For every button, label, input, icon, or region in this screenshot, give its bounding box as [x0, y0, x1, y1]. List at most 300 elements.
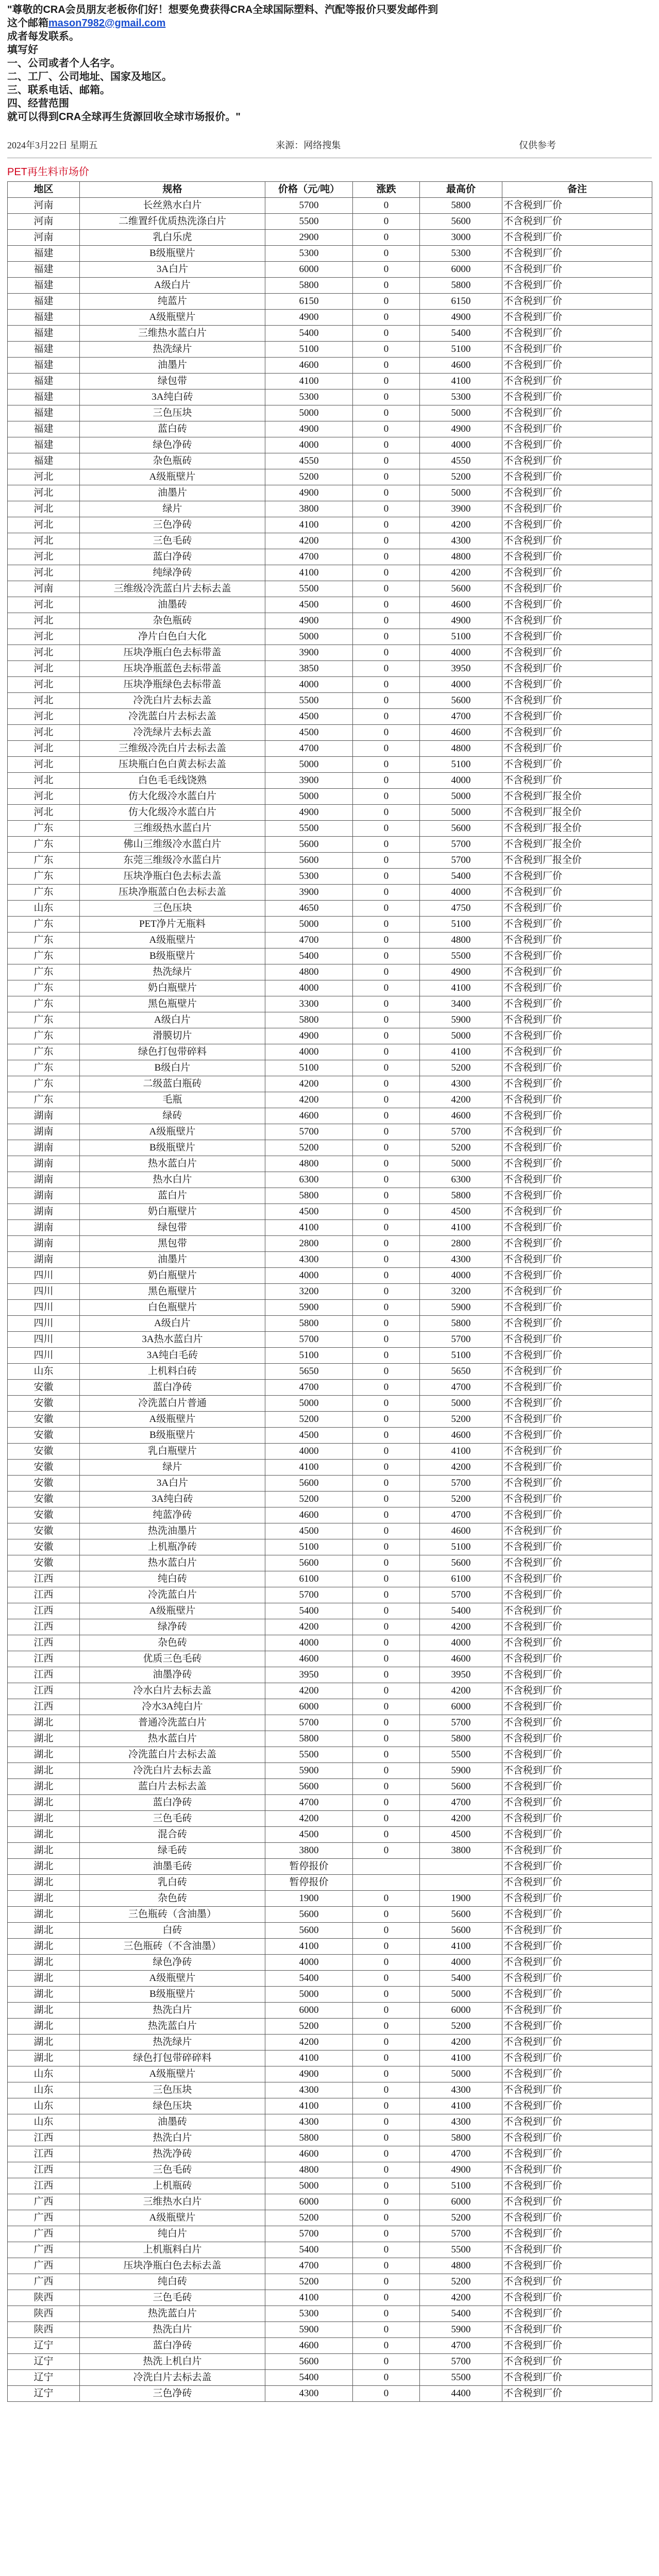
table-row	[8, 1939, 652, 1955]
table-row	[8, 1252, 652, 1268]
cell-region: 广西	[8, 2258, 80, 2274]
cell-high: 5200	[420, 2274, 502, 2290]
cell-spec: 三维级冷洗白片去标去盖	[80, 741, 265, 757]
cell-change: 0	[353, 2178, 420, 2194]
cell-change: 0	[353, 2082, 420, 2098]
cell-note: 不含税到厂价	[502, 1635, 652, 1651]
cell-spec: 佛山三维级冷水蓝白片	[80, 837, 265, 853]
cell-spec: 黑色瓶壁片	[80, 1284, 265, 1300]
cell-change: 0	[353, 1300, 420, 1316]
cell-change: 0	[353, 709, 420, 725]
cell-note: 不含税到厂价	[502, 773, 652, 789]
cell-region: 广东	[8, 948, 80, 964]
cell-spec: 白色毛毛线饶熟	[80, 773, 265, 789]
cell-region: 河北	[8, 485, 80, 501]
table-row	[8, 2274, 652, 2290]
cell-price: 4300	[265, 1252, 353, 1268]
cell-change: 0	[353, 485, 420, 501]
cell-high: 5800	[420, 1731, 502, 1747]
intro-line: 二、工厂、公司地址、国家及地区。	[7, 71, 172, 82]
cell-change: 0	[353, 693, 420, 709]
table-row	[8, 2354, 652, 2370]
cell-change: 0	[353, 1476, 420, 1492]
cell-change: 0	[353, 1444, 420, 1460]
table-row	[8, 1428, 652, 1444]
cell-price: 5100	[265, 1539, 353, 1555]
cell-spec: 热洗绿片	[80, 2035, 265, 2050]
cell-spec: 毛瓶	[80, 1092, 265, 1108]
table-row	[8, 1635, 652, 1651]
table-row	[8, 1396, 652, 1412]
cell-change: 0	[353, 1156, 420, 1172]
cell-spec: 绿片	[80, 1460, 265, 1476]
cell-change: 0	[353, 1779, 420, 1795]
table-row	[8, 2194, 652, 2210]
cell-note: 不含税到厂价	[502, 1827, 652, 1843]
cell-change: 0	[353, 469, 420, 485]
cell-region: 湖南	[8, 1236, 80, 1252]
cell-spec: 三维级冷洗蓝白片去标去盖	[80, 581, 265, 597]
cell-note: 不含税到厂价	[502, 1364, 652, 1380]
cell-note: 不含税到厂价	[502, 757, 652, 773]
cell-high: 5100	[420, 629, 502, 645]
cell-price: 5600	[265, 837, 353, 853]
cell-high: 4750	[420, 901, 502, 917]
cell-region: 广东	[8, 1028, 80, 1044]
cell-price: 4200	[265, 1092, 353, 1108]
table-row	[8, 917, 652, 933]
cell-spec: 净片白色白大化	[80, 629, 265, 645]
cell-high: 4100	[420, 1220, 502, 1236]
cell-high: 5900	[420, 1763, 502, 1779]
intro-line: 就可以得到CRA全球再生货源回收全球市场报价。"	[7, 111, 241, 123]
cell-region: 安徽	[8, 1412, 80, 1428]
cell-note: 不含税到厂价	[502, 469, 652, 485]
cell-note: 不含税到厂价	[502, 1651, 652, 1667]
cell-change: 0	[353, 964, 420, 980]
cell-note: 不含税到厂价	[502, 1939, 652, 1955]
table-row	[8, 1779, 652, 1795]
cell-region: 安徽	[8, 1428, 80, 1444]
cell-note: 不含税到厂价	[502, 421, 652, 437]
cell-high: 4800	[420, 933, 502, 948]
cell-spec: 冷洗白片去标去盖	[80, 2370, 265, 2386]
cell-region: 广西	[8, 2242, 80, 2258]
cell-note: 不含税到厂价	[502, 358, 652, 374]
cell-change: 0	[353, 2114, 420, 2130]
cell-note: 不含税到厂价	[502, 1108, 652, 1124]
cell-price: 5800	[265, 1731, 353, 1747]
cell-spec: B级白片	[80, 1060, 265, 1076]
table-row	[8, 885, 652, 901]
cell-high: 4000	[420, 773, 502, 789]
cell-price: 4900	[265, 310, 353, 326]
cell-high: 4300	[420, 1252, 502, 1268]
cell-high: 5600	[420, 1907, 502, 1923]
cell-change: 0	[353, 2226, 420, 2242]
cell-spec: 热洗上机白片	[80, 2354, 265, 2370]
cell-note: 不含税到厂报全价	[502, 821, 652, 837]
cell-change: 0	[353, 1891, 420, 1907]
table-row	[8, 1236, 652, 1252]
cell-price: 5300	[265, 869, 353, 885]
table-row	[8, 1204, 652, 1220]
cell-high: 5700	[420, 1587, 502, 1603]
table-row	[8, 1619, 652, 1635]
cell-price: 4000	[265, 1635, 353, 1651]
cell-price: 4200	[265, 1076, 353, 1092]
cell-high: 4400	[420, 2386, 502, 2402]
cell-spec: A级瓶壁片	[80, 310, 265, 326]
cell-price: 4500	[265, 725, 353, 741]
cell-high: 5700	[420, 1124, 502, 1140]
cell-spec: 长丝熟水白片	[80, 198, 265, 214]
cell-note: 不含税到厂价	[502, 2178, 652, 2194]
cell-change: 0	[353, 2306, 420, 2322]
cell-price: 5700	[265, 1715, 353, 1731]
cell-note: 不含税到厂价	[502, 246, 652, 262]
cell-high: 4300	[420, 1076, 502, 1092]
cell-region: 江西	[8, 1635, 80, 1651]
cell-region: 福建	[8, 358, 80, 374]
cell-spec: 绿色打包带碎料	[80, 1044, 265, 1060]
cell-region: 四川	[8, 1332, 80, 1348]
cell-price: 4600	[265, 2146, 353, 2162]
cell-note: 不含税到厂价	[502, 933, 652, 948]
cell-change: 0	[353, 581, 420, 597]
cell-region: 湖北	[8, 1939, 80, 1955]
cell-change: 0	[353, 453, 420, 469]
cell-high: 5100	[420, 917, 502, 933]
cell-spec: A级瓶壁片	[80, 2210, 265, 2226]
cell-price: 5800	[265, 278, 353, 294]
cell-high: 5100	[420, 1348, 502, 1364]
cell-price: 4900	[265, 2066, 353, 2082]
cell-change: 0	[353, 645, 420, 661]
cell-region: 湖北	[8, 1779, 80, 1795]
table-row	[8, 1156, 652, 1172]
cell-high: 5000	[420, 485, 502, 501]
cell-high: 4100	[420, 2050, 502, 2066]
cell-note: 不含税到厂价	[502, 1763, 652, 1779]
cell-spec: 二维置纤优质热洗涤白片	[80, 214, 265, 230]
cell-price: 4800	[265, 964, 353, 980]
cell-high: 5600	[420, 821, 502, 837]
cell-high: 4200	[420, 565, 502, 581]
cell-change: 0	[353, 1124, 420, 1140]
cell-note: 不含税到厂价	[502, 533, 652, 549]
cell-price: 4100	[265, 374, 353, 389]
cell-change: 0	[353, 741, 420, 757]
cell-high: 4600	[420, 358, 502, 374]
table-row	[8, 853, 652, 869]
table-row	[8, 1140, 652, 1156]
cell-note: 不含税到厂价	[502, 629, 652, 645]
cell-price: 5800	[265, 1012, 353, 1028]
cell-region: 江西	[8, 1651, 80, 1667]
table-row	[8, 2146, 652, 2162]
cell-change: 0	[353, 1188, 420, 1204]
cell-price: 4500	[265, 1204, 353, 1220]
cell-price: 5900	[265, 2322, 353, 2338]
cell-region: 河北	[8, 805, 80, 821]
table-row	[8, 1316, 652, 1332]
cell-spec: 混合砖	[80, 1827, 265, 1843]
cell-note: 不含税到厂价	[502, 996, 652, 1012]
cell-change: 0	[353, 405, 420, 421]
cell-note: 不含税到厂价	[502, 1667, 652, 1683]
table-row	[8, 1523, 652, 1539]
cell-region: 安徽	[8, 1444, 80, 1460]
cell-high: 4500	[420, 1204, 502, 1220]
cell-high: 5000	[420, 1987, 502, 2003]
cell-region: 陕西	[8, 2322, 80, 2338]
table-row	[8, 533, 652, 549]
cell-change: 0	[353, 1539, 420, 1555]
cell-price: 3900	[265, 773, 353, 789]
cell-high: 4900	[420, 2162, 502, 2178]
cell-price: 5500	[265, 214, 353, 230]
cell-price: 5000	[265, 789, 353, 805]
cell-region: 湖北	[8, 2035, 80, 2050]
cell-change: 0	[353, 1412, 420, 1428]
cell-spec: 乳白乐虎	[80, 230, 265, 246]
cell-price: 4100	[265, 1460, 353, 1476]
table-row	[8, 2114, 652, 2130]
cell-region: 广东	[8, 933, 80, 948]
table-row	[8, 214, 652, 230]
cell-change: 0	[353, 837, 420, 853]
table-row	[8, 581, 652, 597]
cell-note: 不含税到厂价	[502, 581, 652, 597]
cell-high: 5700	[420, 1715, 502, 1731]
cell-note: 不含税到厂报全价	[502, 789, 652, 805]
cell-high: 4200	[420, 2290, 502, 2306]
cell-region: 安徽	[8, 1507, 80, 1523]
cell-note: 不含税到厂价	[502, 2066, 652, 2082]
cell-high: 5900	[420, 1012, 502, 1028]
cell-region: 河北	[8, 549, 80, 565]
cell-note: 不含税到厂价	[502, 1492, 652, 1507]
cell-note: 不含税到厂价	[502, 1603, 652, 1619]
cell-price: 4000	[265, 1444, 353, 1460]
cell-region: 湖北	[8, 1811, 80, 1827]
cell-note: 不含税到厂价	[502, 1587, 652, 1603]
cell-price: 5300	[265, 2306, 353, 2322]
cell-note: 不含税到厂价	[502, 2130, 652, 2146]
cell-note: 不含税到厂价	[502, 1428, 652, 1444]
cell-spec: 纯白片	[80, 2226, 265, 2242]
cell-region: 广东	[8, 821, 80, 837]
cell-price: 5100	[265, 342, 353, 358]
cell-spec: 冷洗蓝白片去标去盖	[80, 1747, 265, 1763]
cell-change: 0	[353, 2354, 420, 2370]
table-row	[8, 469, 652, 485]
cell-spec: 热洗蓝白片	[80, 2306, 265, 2322]
cell-note: 不含税到厂价	[502, 2274, 652, 2290]
table-row	[8, 1923, 652, 1939]
cell-note: 不含税到厂价	[502, 1571, 652, 1587]
cell-spec: 冷洗白片去标去盖	[80, 693, 265, 709]
table-row	[8, 2322, 652, 2338]
cell-price: 4650	[265, 901, 353, 917]
table-row	[8, 1827, 652, 1843]
cell-spec: 油墨砖	[80, 2114, 265, 2130]
cell-price: 5600	[265, 1555, 353, 1571]
table-row	[8, 1667, 652, 1683]
cell-spec: 黑包带	[80, 1236, 265, 1252]
cell-change: 0	[353, 1204, 420, 1220]
cell-region: 广东	[8, 885, 80, 901]
cell-region: 安徽	[8, 1460, 80, 1476]
table-row	[8, 1907, 652, 1923]
table-row	[8, 1012, 652, 1028]
cell-price: 4600	[265, 1108, 353, 1124]
cell-high: 3900	[420, 501, 502, 517]
cell-price: 4800	[265, 1156, 353, 1172]
cell-change: 0	[353, 198, 420, 214]
cell-region: 福建	[8, 310, 80, 326]
cell-high: 4600	[420, 1523, 502, 1539]
cell-high: 4600	[420, 597, 502, 613]
cell-spec: 3A白片	[80, 262, 265, 278]
table-row	[8, 2258, 652, 2274]
cell-high: 5800	[420, 278, 502, 294]
cell-change: 0	[353, 278, 420, 294]
cell-spec: 绿包带	[80, 1220, 265, 1236]
cell-region: 河北	[8, 709, 80, 725]
cell-price: 5600	[265, 1779, 353, 1795]
cell-change: 0	[353, 2066, 420, 2082]
cell-note: 不含税到厂价	[502, 2258, 652, 2274]
cell-price: 5700	[265, 2226, 353, 2242]
cell-change: 0	[353, 1699, 420, 1715]
table-row	[8, 1859, 652, 1875]
cell-note: 不含税到厂价	[502, 1859, 652, 1875]
cell-spec: A级白片	[80, 278, 265, 294]
cell-region: 辽宁	[8, 2386, 80, 2402]
table-row	[8, 1763, 652, 1779]
header-high: 最高价	[420, 182, 502, 198]
cell-note: 不含税到厂价	[502, 1923, 652, 1939]
cell-note: 不含税到厂价	[502, 1236, 652, 1252]
cell-price: 5000	[265, 1396, 353, 1412]
table-row	[8, 246, 652, 262]
cell-change: 0	[353, 1731, 420, 1747]
cell-spec: 绿毛砖	[80, 1843, 265, 1859]
cell-spec: 热水蓝白片	[80, 1555, 265, 1571]
cell-note: 不含税到厂价	[502, 1076, 652, 1092]
cell-spec: 冷洗蓝白片普通	[80, 1396, 265, 1412]
cell-price: 4900	[265, 421, 353, 437]
cell-high: 4200	[420, 1811, 502, 1827]
cell-region: 安徽	[8, 1492, 80, 1507]
cell-note: 不含税到厂价	[502, 1012, 652, 1028]
cell-region: 河北	[8, 661, 80, 677]
cell-change: 0	[353, 1492, 420, 1507]
cell-high: 5200	[420, 1412, 502, 1428]
cell-note: 不含税到厂价	[502, 741, 652, 757]
cell-region: 湖北	[8, 1859, 80, 1875]
table-row	[8, 262, 652, 278]
cell-region: 江西	[8, 2130, 80, 2146]
table-row	[8, 1380, 652, 1396]
cell-spec: 蓝白净砖	[80, 1795, 265, 1811]
cell-note: 不含税到厂价	[502, 597, 652, 613]
cell-price: 4800	[265, 2162, 353, 2178]
cell-price: 5700	[265, 1587, 353, 1603]
cell-region: 湖南	[8, 1252, 80, 1268]
cell-spec: 压块净瓶白色去标去盖	[80, 869, 265, 885]
cell-change: 0	[353, 1747, 420, 1763]
intro-line: 四、经营范围	[7, 98, 69, 109]
cell-high: 5600	[420, 214, 502, 230]
cell-change: 0	[353, 725, 420, 741]
cell-price: 4900	[265, 805, 353, 821]
table-row	[8, 358, 652, 374]
cell-high: 3950	[420, 1667, 502, 1683]
cell-change: 0	[353, 789, 420, 805]
cell-spec: 三色毛砖	[80, 2290, 265, 2306]
cell-spec: 优质三色毛砖	[80, 1651, 265, 1667]
table-row	[8, 2386, 652, 2402]
contact-email-link[interactable]: mason7982@gmail.com	[48, 18, 166, 29]
cell-high: 5900	[420, 2322, 502, 2338]
cell-change: 0	[353, 549, 420, 565]
cell-price: 6300	[265, 1172, 353, 1188]
cell-region: 广东	[8, 853, 80, 869]
cell-change: 0	[353, 2258, 420, 2274]
table-row	[8, 198, 652, 214]
cell-region: 广东	[8, 917, 80, 933]
cell-region: 湖北	[8, 1763, 80, 1779]
cell-price: 5600	[265, 1923, 353, 1939]
cell-change: 0	[353, 1332, 420, 1348]
cell-spec: 油墨净砖	[80, 1667, 265, 1683]
cell-high: 5200	[420, 1140, 502, 1156]
cell-price: 3300	[265, 996, 353, 1012]
cell-price: 5500	[265, 581, 353, 597]
cell-change: 0	[353, 2370, 420, 2386]
cell-note: 不含税到厂价	[502, 1971, 652, 1987]
cell-note: 不含税到厂价	[502, 1044, 652, 1060]
cell-change: 0	[353, 2274, 420, 2290]
cell-note: 不含税到厂价	[502, 1060, 652, 1076]
cell-region: 广东	[8, 1060, 80, 1076]
cell-spec: 蓝白净砖	[80, 549, 265, 565]
cell-price: 5500	[265, 1747, 353, 1763]
cell-region: 福建	[8, 453, 80, 469]
cell-price: 3950	[265, 1667, 353, 1683]
cell-region: 河北	[8, 773, 80, 789]
cell-price: 5000	[265, 757, 353, 773]
cell-price: 4600	[265, 358, 353, 374]
cell-change: 0	[353, 1348, 420, 1364]
cell-change: 0	[353, 310, 420, 326]
cell-change: 0	[353, 1172, 420, 1188]
table-row	[8, 2306, 652, 2322]
cell-high: 5700	[420, 2226, 502, 2242]
cell-note: 不含税到厂价	[502, 326, 652, 342]
cell-high: 4000	[420, 437, 502, 453]
cell-high: 4500	[420, 1827, 502, 1843]
report-disclaimer: 仅供参考	[519, 140, 556, 150]
cell-spec: 绿包带	[80, 374, 265, 389]
cell-change: 0	[353, 1667, 420, 1683]
cell-region: 湖南	[8, 1172, 80, 1188]
cell-high: 4550	[420, 453, 502, 469]
cell-note: 不含税到厂价	[502, 2194, 652, 2210]
